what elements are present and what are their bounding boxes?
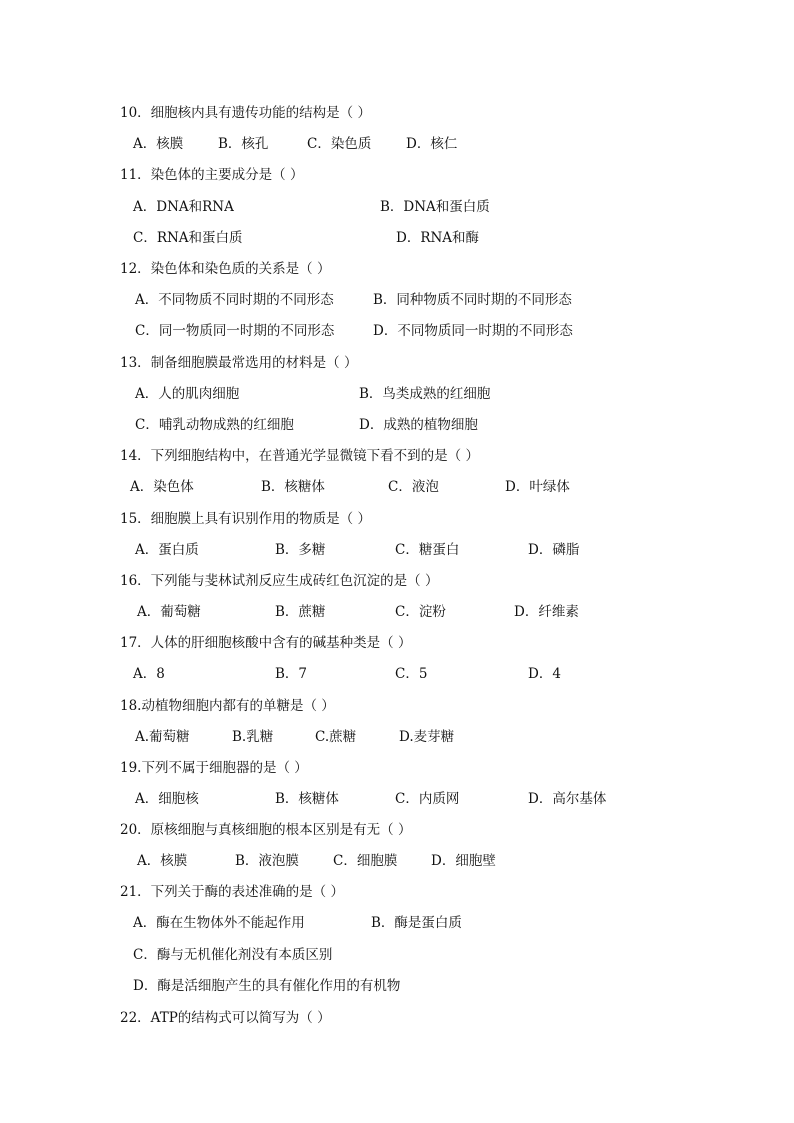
question-11-option-c: C．RNA和蛋白质 (133, 230, 243, 246)
question-10-option-b: B．核孔 (218, 136, 269, 152)
question-18-option-c: C.蔗糖 (315, 729, 357, 745)
question-17-option-b: B．7 (275, 666, 308, 682)
question-21-option-c: C．酶与无机催化剂没有本质区别 (133, 947, 333, 963)
question-21-option-a: A．酶在生物体外不能起作用 (133, 915, 305, 931)
question-19-option-b: B．核糖体 (275, 791, 339, 807)
question-20-option-b: B．液泡膜 (235, 853, 299, 869)
question-10-option-c: C．染色质 (307, 136, 372, 152)
question-21-option-b: B．酶是蛋白质 (371, 915, 462, 931)
question-20-option-d: D．细胞壁 (431, 853, 496, 869)
question-18-option-d: D.麦芽糖 (399, 729, 455, 745)
question-16-option-d: D．纤维素 (514, 604, 579, 620)
question-10-option-a: A．核膜 (133, 136, 184, 152)
question-14-option-d: D．叶绿体 (505, 479, 570, 495)
question-16-option-b: B．蔗糖 (275, 604, 326, 620)
question-12-option-d: D．不同物质同一时期的不同形态 (373, 323, 573, 339)
question-11-option-a: A．DNA和RNA (133, 199, 234, 215)
question-11-option-d: D．RNA和酶 (396, 230, 480, 246)
question-21-stem: 21．下列关于酶的表述准确的是（ ） (120, 884, 344, 900)
question-14-option-c: C．液泡 (388, 479, 439, 495)
question-10-stem: 10．细胞核内具有遗传功能的结构是（ ） (120, 105, 371, 121)
question-19-option-d: D．高尔基体 (528, 791, 607, 807)
question-12-stem: 12．染色体和染色质的关系是（ ） (120, 261, 331, 277)
question-13-option-a: A．人的肌肉细胞 (135, 386, 240, 402)
question-19-option-a: A．细胞核 (135, 791, 199, 807)
question-10-option-d: D．核仁 (406, 136, 458, 152)
question-20-option-a: A．核膜 (137, 853, 188, 869)
question-17-option-c: C．5 (395, 666, 428, 682)
question-15-option-b: B．多糖 (275, 542, 326, 558)
question-16-option-c: C．淀粉 (395, 604, 446, 620)
question-13-option-b: B．鸟类成熟的红细胞 (359, 386, 491, 402)
question-15-option-a: A．蛋白质 (135, 542, 199, 558)
question-20-option-c: C．细胞膜 (333, 853, 398, 869)
question-18-stem: 18.动植物细胞内都有的单糖是（ ） (120, 698, 335, 714)
question-12-option-b: B．同种物质不同时期的不同形态 (373, 292, 572, 308)
question-14-option-b: B．核糖体 (261, 479, 325, 495)
question-17-stem: 17．人体的肝细胞核酸中含有的碱基种类是（ ） (120, 635, 412, 651)
question-15-option-c: C．糖蛋白 (395, 542, 460, 558)
question-21-option-d: D．酶是活细胞产生的具有催化作用的有机物 (133, 978, 401, 994)
question-16-stem: 16．下列能与斐林试剂反应生成砖红色沉淀的是（ ） (120, 573, 439, 589)
question-11-option-b: B．DNA和蛋白质 (380, 199, 490, 215)
question-20-stem: 20．原核细胞与真核细胞的根本区别是有无（ ） (120, 822, 412, 838)
question-15-stem: 15．细胞膜上具有识别作用的物质是（ ） (120, 511, 371, 527)
question-18-option-b: B.乳糖 (232, 729, 274, 745)
question-22-stem: 22．ATP的结构式可以简写为（ ） (120, 1010, 331, 1026)
question-19-stem: 19.下列不属于细胞器的是（ ） (120, 760, 308, 776)
question-13-option-d: D．成熟的植物细胞 (359, 417, 478, 433)
question-14-option-a: A．染色体 (130, 479, 194, 495)
question-14-stem: 14．下列细胞结构中，在普通光学显微镜下看不到的是（ ） (120, 448, 479, 464)
question-12-option-c: C．同一物质同一时期的不同形态 (135, 323, 335, 339)
question-19-option-c: C．内质网 (395, 791, 460, 807)
question-17-option-d: D．4 (528, 666, 561, 682)
question-17-option-a: A．8 (133, 666, 165, 682)
question-13-option-c: C．哺乳动物成熟的红细胞 (135, 417, 294, 433)
question-16-option-a: A．葡萄糖 (137, 604, 201, 620)
question-15-option-d: D．磷脂 (528, 542, 580, 558)
question-12-option-a: A．不同物质不同时期的不同形态 (135, 292, 334, 308)
question-18-option-a: A.葡萄糖 (135, 729, 190, 745)
question-13-stem: 13．制备细胞膜最常选用的材料是（ ） (120, 355, 358, 371)
question-11-stem: 11．染色体的主要成分是（ ） (120, 167, 304, 183)
